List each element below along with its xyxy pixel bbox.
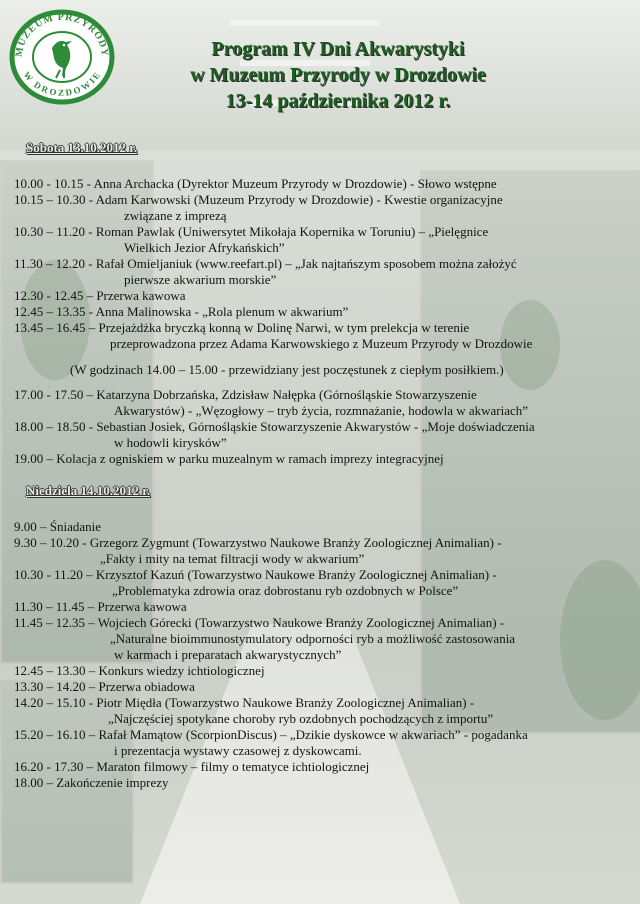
- schedule-item: [14, 615, 634, 663]
- schedule-item-continuation: „Fakty i mity na temat filtracji wody w akwarium”: [100, 551, 365, 566]
- title-line-2: w Muzeum Przyrody w Drozdowie: [190, 64, 486, 86]
- schedule-item-continuation: związane z imprezą: [124, 208, 227, 223]
- schedule-item-text: 12.30 - 12.45 – Przerwa kawowa: [14, 288, 186, 303]
- schedule-item: [14, 320, 634, 352]
- schedule-item-text: 17.00 - 17.50 – Katarzyna Dobrzańska, Zdzisław Nałępka (Górnośląskie Stowarzyszenie: [14, 387, 477, 402]
- schedule-item-text: 10.00 - 10.15 - Anna Archacka (Dyrektor Muzeum Przyrody w Drozdowie) - Słowo wstępne: [14, 176, 497, 191]
- saturday-schedule: [14, 176, 634, 352]
- program-content: [14, 140, 634, 791]
- schedule-item: [14, 176, 634, 192]
- schedule-item-text: 10.30 – 11.20 - Roman Pawlak (Uniwersytet Mikołaja Kopernika w Toruniu) – „Pielęgnice: [14, 224, 489, 239]
- saturday-schedule-evening: [14, 387, 634, 467]
- schedule-item-continuation: pierwsze akwarium morskie”: [124, 272, 277, 287]
- title-line-1: Program IV Dni Akwarystyki: [211, 38, 465, 60]
- saturday-heading: Sobota 13.10.2012 r.: [26, 140, 138, 155]
- schedule-item-text: 9.00 – Śniadanie: [14, 519, 102, 534]
- schedule-item: [14, 663, 634, 679]
- schedule-item-text: 10.30 - 11.20 – Krzysztof Kazuń (Towarzystwo Naukowe Branży Zoologicznej Animalian) -: [14, 567, 497, 582]
- schedule-item-text: 19.00 – Kolacja z ogniskiem w parku muzealnym w ramach imprezy integracyjnej: [14, 451, 444, 466]
- schedule-item-text: 15.20 – 16.10 – Rafał Mamątow (ScorpionDiscus) – „Dzikie dyskowce w akwariach” - pogadanka: [14, 727, 528, 742]
- schedule-item: [14, 567, 634, 599]
- schedule-item: [14, 451, 634, 467]
- sunday-heading: Niedziela 14.10.2012 r.: [26, 483, 151, 498]
- schedule-item-continuation: „Problematyka zdrowia oraz dobrostanu ryb ozdobnych w Polsce”: [112, 583, 459, 598]
- schedule-item: [14, 727, 634, 759]
- schedule-item-text: 12.45 – 13.35 - Anna Malinowska - „Rola plenum w akwarium”: [14, 304, 349, 319]
- schedule-item-continuation: i prezentacja wystawy czasowej z dyskowcami.: [114, 743, 362, 758]
- schedule-item-text: 10.15 – 10.30 - Adam Karwowski (Muzeum Przyrody w Drozdowie) - Kwestie organizacyjne: [14, 192, 503, 207]
- sunday-schedule: [14, 519, 634, 791]
- page-title: [128, 36, 548, 114]
- schedule-item-text: 13.45 – 16.45 – Przejażdżka bryczką konną w Dolinę Narwi, w tym prelekcja w terenie: [14, 320, 470, 335]
- schedule-item-text: 11.30 – 12.20 - Rafał Omieljaniuk (www.reefart.pl) – „Jak najtańszym sposobem można założyć: [14, 256, 517, 271]
- schedule-item-continuation: Wielkich Jezior Afrykańskich”: [124, 240, 285, 255]
- logo-text-bottom: W DROZDOWIE: [21, 69, 103, 98]
- schedule-item-text: 14.20 – 15.10 - Piotr Międła (Towarzystwo Naukowe Branży Zoologicznej Animalian) -: [14, 695, 475, 710]
- schedule-item-continuation: w hodowli kirysków”: [114, 435, 227, 450]
- schedule-item-text: 13.30 – 14.20 – Przerwa obiadowa: [14, 679, 195, 694]
- schedule-item: [14, 599, 634, 615]
- logo-text-top: MUZEUM PRZYRODY: [13, 11, 111, 58]
- schedule-item: [14, 679, 634, 695]
- schedule-item-text: 11.30 – 11.45 – Przerwa kawowa: [14, 599, 187, 614]
- schedule-item: [14, 304, 634, 320]
- schedule-item: [14, 288, 634, 304]
- schedule-item: [14, 387, 634, 419]
- lunch-note: (W godzinach 14.00 – 15.00 - przewidziany jest poczęstunek z ciepłym posiłkiem.): [70, 362, 504, 377]
- museum-logo: [8, 8, 116, 106]
- schedule-item-text: 11.45 – 12.35 – Wojciech Górecki (Towarzystwo Naukowe Branży Zoologicznej Animalian) -: [14, 615, 505, 630]
- schedule-item-text: 9.30 – 10.20 - Grzegorz Zygmunt (Towarzystwo Naukowe Branży Zoologicznej Animalian) -: [14, 535, 502, 550]
- schedule-item: [14, 759, 634, 775]
- title-line-3: 13-14 października 2012 r.: [225, 90, 451, 112]
- schedule-item: [14, 192, 634, 224]
- schedule-item: [14, 224, 634, 256]
- schedule-item-continuation: Akwarystów) - „Węzogłowy – tryb życia, rozmnażanie, hodowla w akwariach”: [114, 403, 529, 418]
- schedule-item-continuation: przeprowadzona przez Adama Karwowskiego z Muzeum Przyrody w Drozdowie: [110, 336, 533, 351]
- schedule-item: [14, 775, 634, 791]
- schedule-item-continuation: „Naturalne bioimmunostymulatory odporności ryb a możliwość zastosowania: [110, 631, 516, 646]
- schedule-item: [14, 535, 634, 567]
- schedule-item-text: 18.00 – Zakończenie imprezy: [14, 775, 169, 790]
- schedule-item: [14, 419, 634, 451]
- schedule-item-text: 16.20 - 17.30 – Maraton filmowy – filmy o tematyce ichtiologicznej: [14, 759, 370, 774]
- schedule-item-continuation: „Najczęściej spotykane choroby ryb ozdobnych pochodzących z importu”: [108, 711, 494, 726]
- schedule-item: [14, 519, 634, 535]
- schedule-item-continuation: w karmach i preparatach akwarystycznych”: [114, 647, 342, 662]
- schedule-item: [14, 695, 634, 727]
- schedule-item-text: 12.45 – 13.30 – Konkurs wiedzy ichtiologicznej: [14, 663, 265, 678]
- schedule-item-text: 18.00 – 18.50 - Sebastian Josiek, Górnośląskie Stowarzyszenie Akwarystów - „Moje doświadczenia: [14, 419, 535, 434]
- schedule-item: [14, 256, 634, 288]
